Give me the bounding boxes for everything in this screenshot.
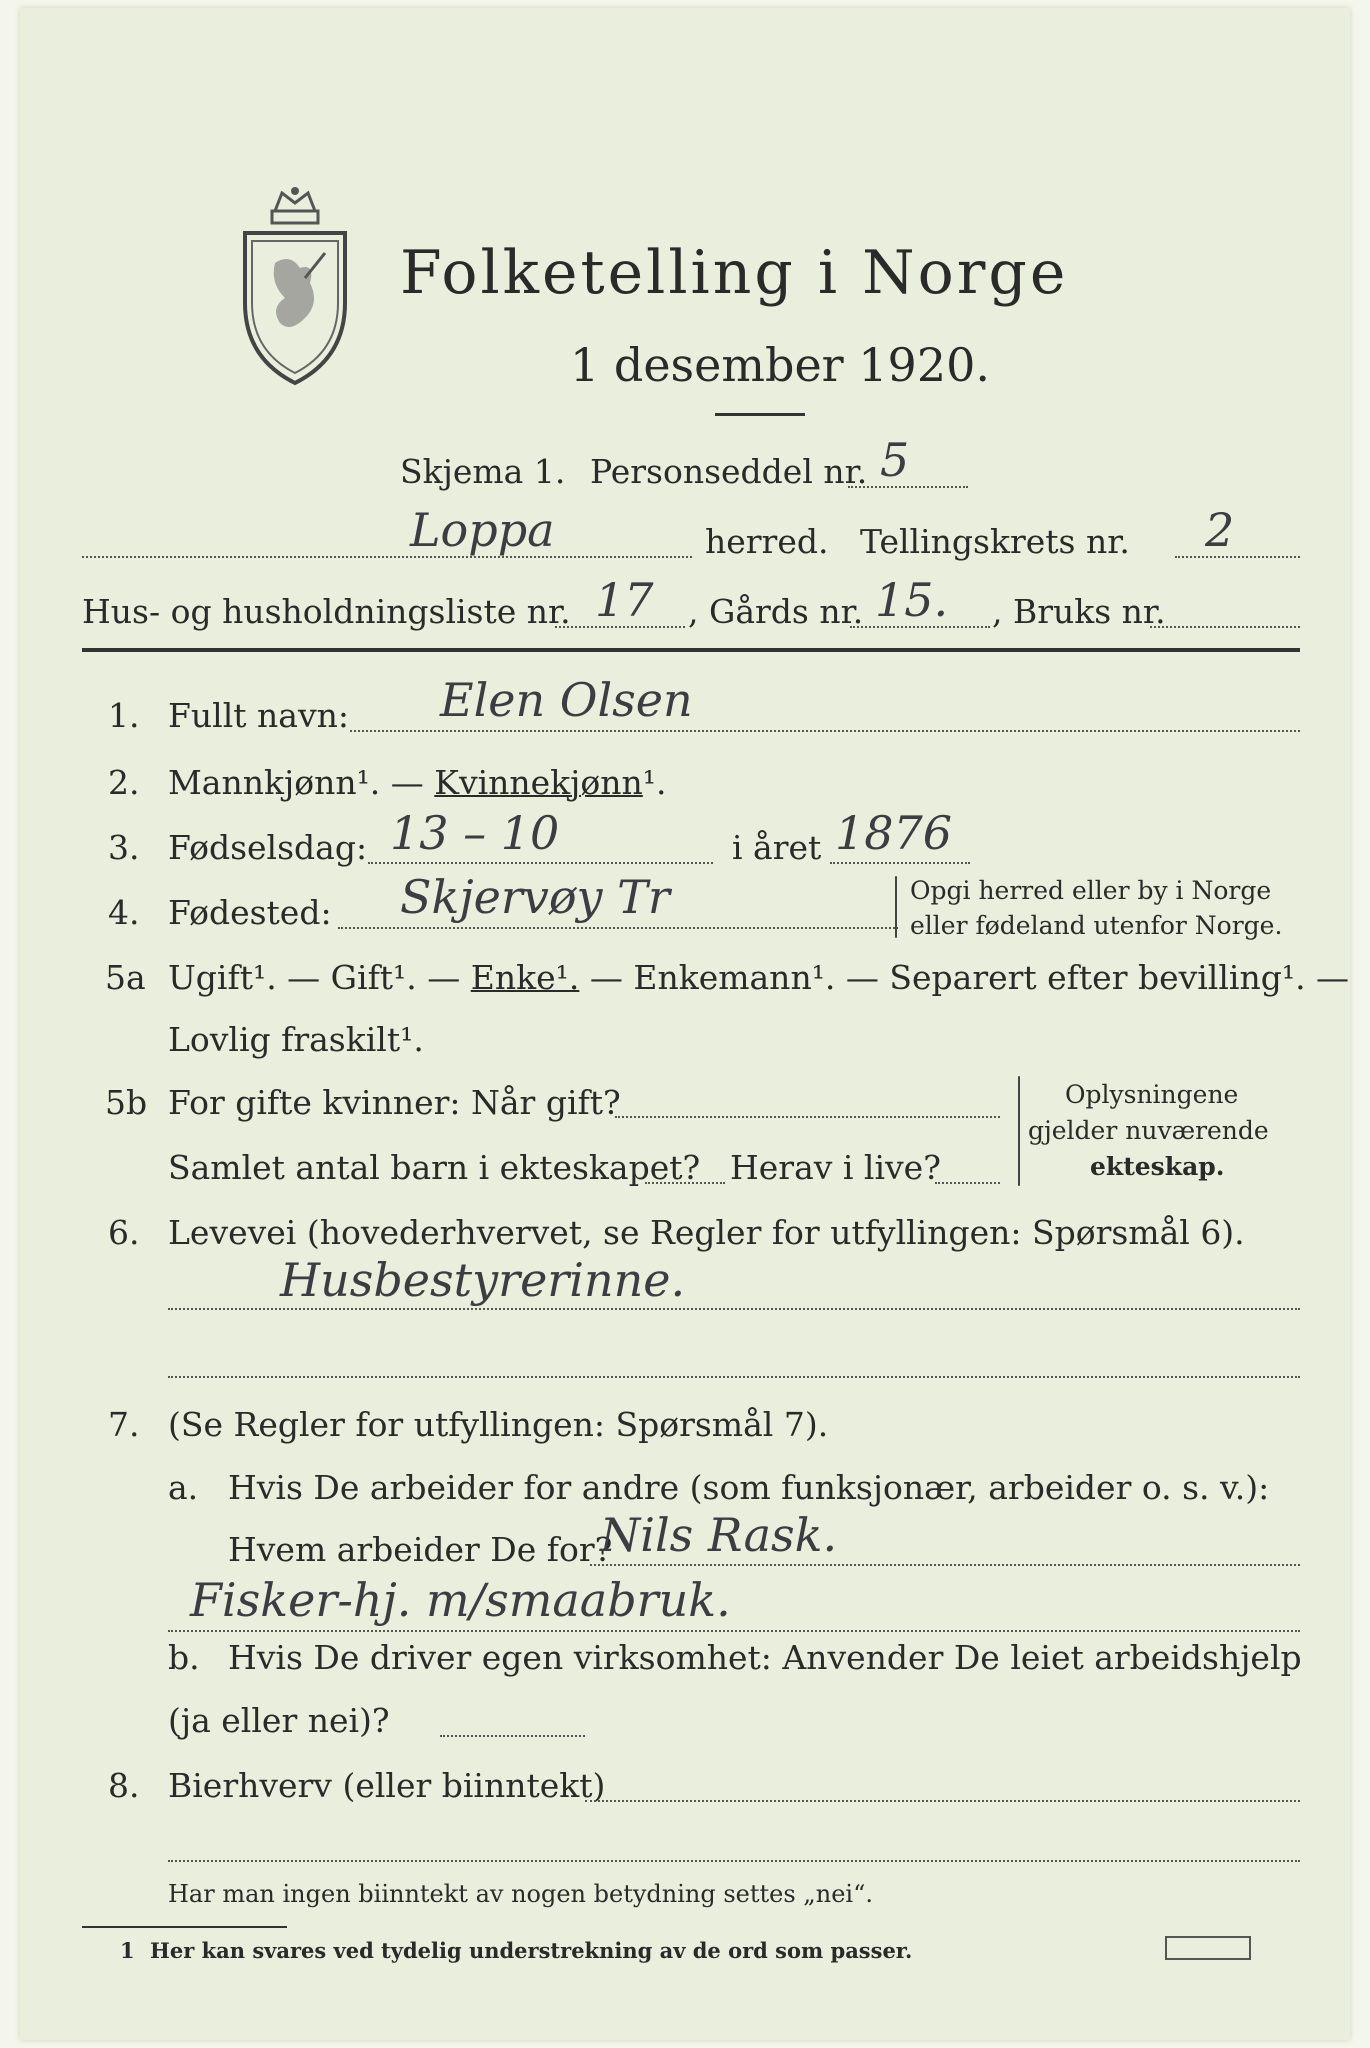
bruks-line bbox=[1150, 626, 1300, 628]
bruks-label: , Bruks nr. bbox=[992, 592, 1166, 631]
q7a-who-line bbox=[590, 1564, 1300, 1566]
q4-value: Skjervøy Tr bbox=[400, 870, 670, 924]
q3-value: 13 – 10 bbox=[390, 806, 560, 860]
q7-label: (Se Regler for utfyllingen: Spørsmål 7). bbox=[168, 1405, 829, 1444]
gards-label: , Gårds nr. bbox=[688, 592, 864, 631]
q7a-who-label: Hvem arbeider De for? bbox=[228, 1530, 613, 1569]
q3-aaret-label: i året bbox=[732, 828, 822, 867]
census-form bbox=[20, 8, 1350, 2040]
husholdningsliste-label: Hus- og husholdningsliste nr. bbox=[82, 592, 571, 631]
q8-line-2 bbox=[168, 1860, 1300, 1862]
q3-date-line bbox=[368, 862, 713, 864]
q2-sup: ¹. bbox=[642, 763, 667, 802]
norway-coat-of-arms-icon bbox=[230, 183, 360, 393]
q2-text bbox=[168, 763, 667, 802]
census-date: 1 desember 1920. bbox=[570, 338, 990, 392]
q3-year-value: 1876 bbox=[835, 806, 953, 860]
q7b-letter: b. bbox=[168, 1638, 200, 1677]
q4-line bbox=[338, 927, 898, 929]
q4-label: Fødested: bbox=[168, 893, 332, 932]
tellingskrets-line bbox=[1175, 556, 1300, 558]
q7a-text: Hvis De arbeider for andre (som funksjonær, arbeider o. s. v.): bbox=[228, 1468, 1270, 1507]
footnote-rule bbox=[82, 1926, 287, 1928]
q4-brace bbox=[895, 876, 897, 938]
q7a-who-value: Nils Rask. bbox=[600, 1508, 838, 1562]
q5b-brace bbox=[1018, 1076, 1020, 1186]
q4-note-1: Opgi herred eller by i Norge bbox=[910, 876, 1272, 905]
skjema-label: Skjema 1. bbox=[400, 452, 566, 491]
q1-value: Elen Olsen bbox=[440, 673, 693, 727]
q5a-options-b: — Enkemann¹. — Separert efter bevilling¹. — bbox=[589, 958, 1350, 997]
footer-note: Har man ingen biinntekt av nogen betydning settes „nei“. bbox=[168, 1880, 873, 1908]
q6-number: 6. bbox=[108, 1213, 140, 1252]
q5b-note-2: gjelder nuværende bbox=[1028, 1116, 1269, 1145]
tellingskrets-value: 2 bbox=[1205, 503, 1235, 557]
herred-value: Loppa bbox=[410, 503, 555, 557]
form-title: Folketelling i Norge bbox=[400, 238, 1069, 308]
q6-line-2 bbox=[168, 1376, 1300, 1378]
q8-number: 8. bbox=[108, 1766, 140, 1805]
printer-stamp-icon bbox=[1165, 1936, 1251, 1960]
q8-label: Bierhverv (eller biinntekt) bbox=[168, 1766, 606, 1805]
title-divider bbox=[715, 413, 805, 416]
tellingskrets-label: Tellingskrets nr. bbox=[860, 522, 1130, 561]
q3-label: Fødselsdag: bbox=[168, 828, 368, 867]
q6-label: Levevei (hovederhvervet, se Regler for utfyllingen: Spørsmål 6). bbox=[168, 1213, 1245, 1252]
q4-number: 4. bbox=[108, 893, 140, 932]
q8-line-1 bbox=[585, 1800, 1300, 1802]
q4-note-2: eller fødeland utenfor Norge. bbox=[910, 911, 1283, 940]
q5b-note-1: Oplysningene bbox=[1065, 1080, 1239, 1109]
q7a-letter: a. bbox=[168, 1468, 199, 1507]
q7b-text-2: (ja eller nei)? bbox=[168, 1701, 390, 1740]
herred-line bbox=[82, 556, 692, 558]
personseddel-label: Personseddel nr. bbox=[590, 452, 868, 491]
q5b-line1: For gifte kvinner: Når gift? bbox=[168, 1083, 621, 1122]
q1-number: 1. bbox=[108, 696, 140, 735]
footnote-text: Her kan svares ved tydelig understrekning av de ord som passer. bbox=[150, 1938, 913, 1963]
q5a-enke-underlined: Enke¹. bbox=[470, 958, 580, 997]
q5b-note-3: ekteskap. bbox=[1090, 1152, 1225, 1181]
herred-label: herred. bbox=[705, 522, 829, 561]
q5a-line1 bbox=[168, 958, 1349, 997]
q3-year-line bbox=[830, 862, 970, 864]
q7-number: 7. bbox=[108, 1405, 140, 1444]
q5b-live-line bbox=[935, 1182, 1000, 1184]
q5a-options-a: Ugift¹. — Gift¹. — bbox=[168, 958, 461, 997]
q5b-line2b: Herav i live? bbox=[730, 1148, 941, 1187]
q6-line-1 bbox=[168, 1308, 1300, 1310]
q5a-line2: Lovlig fraskilt¹. bbox=[168, 1020, 424, 1059]
q3-number: 3. bbox=[108, 828, 140, 867]
header-separator bbox=[82, 648, 1300, 652]
footnote-number: 1 bbox=[120, 1938, 135, 1963]
personseddel-value: 5 bbox=[880, 433, 910, 487]
q2-number: 2. bbox=[108, 763, 140, 802]
q2-kvinne-underlined: Kvinnekjønn bbox=[434, 763, 643, 802]
q2-mann: Mannkjønn¹. — bbox=[168, 763, 424, 802]
q1-label: Fullt navn: bbox=[168, 696, 349, 735]
q5b-naar-line bbox=[615, 1116, 1000, 1118]
q1-line bbox=[350, 730, 1300, 732]
q5b-barn-line bbox=[645, 1182, 725, 1184]
gards-value: 15. bbox=[875, 573, 949, 627]
q6-value: Husbestyrerinne. bbox=[280, 1253, 686, 1307]
q7a-extra-value: Fisker-hj. m/smaabruk. bbox=[190, 1573, 731, 1627]
q5a-number: 5a bbox=[105, 958, 146, 997]
q7b-line bbox=[440, 1735, 585, 1737]
q5b-line2a: Samlet antal barn i ekteskapet? bbox=[168, 1148, 701, 1187]
q7a-extra-line bbox=[168, 1630, 1300, 1632]
q5b-number: 5b bbox=[105, 1083, 148, 1122]
q7b-text: Hvis De driver egen virksomhet: Anvender De leiet arbeidshjelp bbox=[228, 1638, 1302, 1677]
husholdningsliste-value: 17 bbox=[595, 573, 654, 627]
